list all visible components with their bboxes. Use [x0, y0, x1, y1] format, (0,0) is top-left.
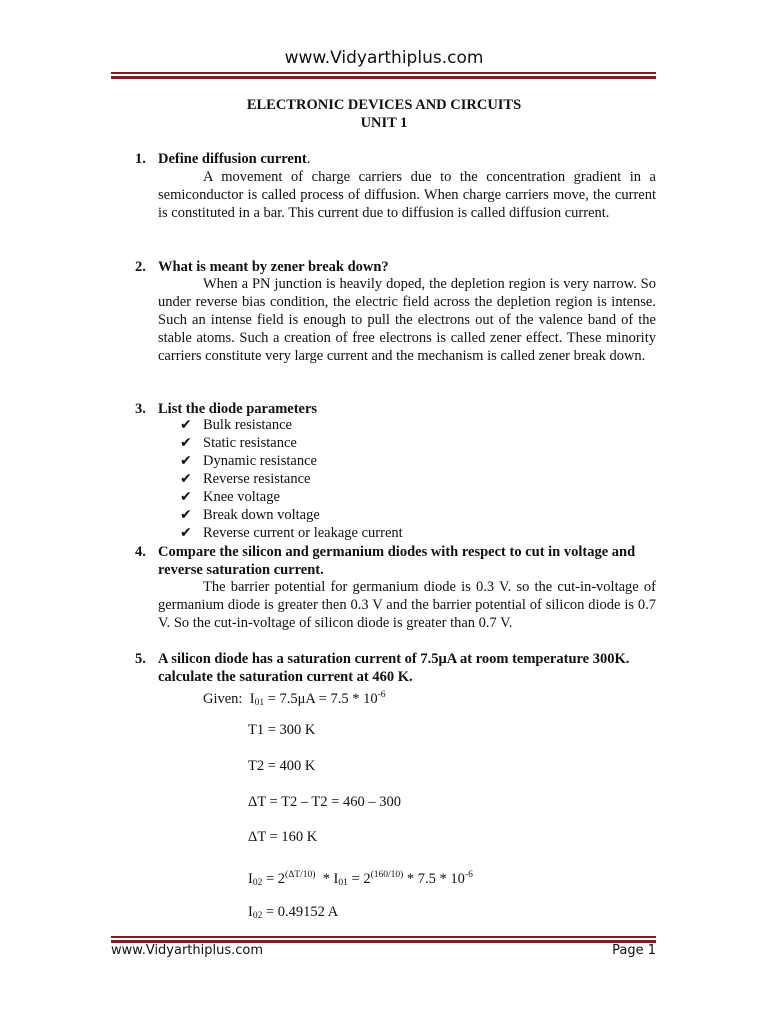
t1-line: T1 = 300 K [248, 722, 316, 738]
document-title: ELECTRONIC DEVICES AND CIRCUITS [246, 97, 522, 113]
list-item: ✔ Break down voltage [180, 507, 320, 523]
check-icon: ✔ [180, 435, 192, 451]
list-item: ✔ Reverse current or leakage current [180, 525, 403, 541]
i02-formula: $I_{02} = 2^{(\Delta T/10)} * I_{01} = 2^{(160/10)} * 7.5 * 10^{-6}$ [248, 870, 473, 888]
i02-result: $I_{02} = 0.49152$ A [248, 904, 339, 921]
t2-line: T2 = 400 K [248, 758, 316, 774]
header-rule-thick [111, 76, 656, 79]
question-text: What is meant by zener break down? [158, 259, 389, 275]
answer-1 [158, 168, 656, 222]
question-number: 3. [135, 401, 146, 417]
list-item: ✔ Reverse resistance [180, 471, 311, 487]
footer-site: www.Vidyarthiplus.com [111, 943, 264, 958]
question-5-text: A silicon diode has a saturation current of 7.5μA at room temperature 300K. calculate the saturation current at 460 K. [158, 651, 630, 685]
delta-t-result: ΔT = 160 K [248, 829, 318, 845]
header-site: www.Vidyarthiplus.com [284, 48, 484, 68]
question-4-text: Compare the silicon and germanium diodes with respect to cut in voltage and reverse saturation current. [158, 544, 636, 578]
list-item: ✔ Dynamic resistance [180, 453, 317, 469]
answer-4 [158, 578, 656, 632]
question-2 [135, 258, 389, 276]
given-line: Given: $I_{01} = 7.5\mu A = 7.5 * 10^{-6}$ [203, 690, 386, 708]
question-4-number: 4. [135, 544, 146, 560]
answer-text: When a PN junction is heavily doped, the depletion region is very narrow. So under reverse bias condition, the electric field across the depletion region is intense. Such an intense field is enough to pull the electrons out of the valence band of the stable atoms. Such a creation of free electrons is called zener effect. These minority carriers constitute very large current and the mechanism is called zener break down. [158, 276, 656, 364]
check-icon: ✔ [180, 453, 192, 469]
check-icon: ✔ [180, 489, 192, 505]
header-rule-thin [111, 72, 656, 74]
question-text: Define diffusion current [158, 151, 307, 167]
delta-t-line: ΔT = T2 – T2 = 460 – 300 [248, 794, 401, 810]
question-5-number: 5. [135, 651, 146, 667]
check-icon: ✔ [180, 525, 192, 541]
answer-text: The barrier potential for germanium diode is 0.3 V. so the cut-in-voltage of germanium diode is greater then 0.3 V and the barrier potential of silicon diode is 0.7 V. So the cut-in-voltage of silicon diode is greater than 0.7 V. [158, 579, 656, 631]
question-punct: . [306, 151, 311, 167]
footer-rule-thin [111, 936, 656, 938]
list-item: ✔ Bulk resistance [180, 417, 292, 433]
diode-parameters-list [180, 416, 403, 542]
question-text: List the diode parameters [158, 401, 318, 417]
page-number: Page 1 [612, 943, 656, 958]
check-icon: ✔ [180, 507, 192, 523]
list-item: ✔ Static resistance [180, 435, 297, 451]
question-number: 2. [135, 259, 146, 275]
answer-text: A movement of charge carriers due to the concentration gradient in a semiconductor is called process of diffusion. When charge carriers move, the current is constituted in a bar. This current due to diffusion is called diffusion current. [158, 169, 656, 221]
check-icon: ✔ [180, 417, 192, 433]
answer-2 [158, 275, 656, 365]
list-item: ✔ Knee voltage [180, 489, 280, 505]
unit-title: UNIT 1 [360, 115, 408, 131]
question-number: 1. [135, 151, 146, 167]
check-icon: ✔ [180, 471, 192, 487]
question-1 [135, 150, 310, 168]
